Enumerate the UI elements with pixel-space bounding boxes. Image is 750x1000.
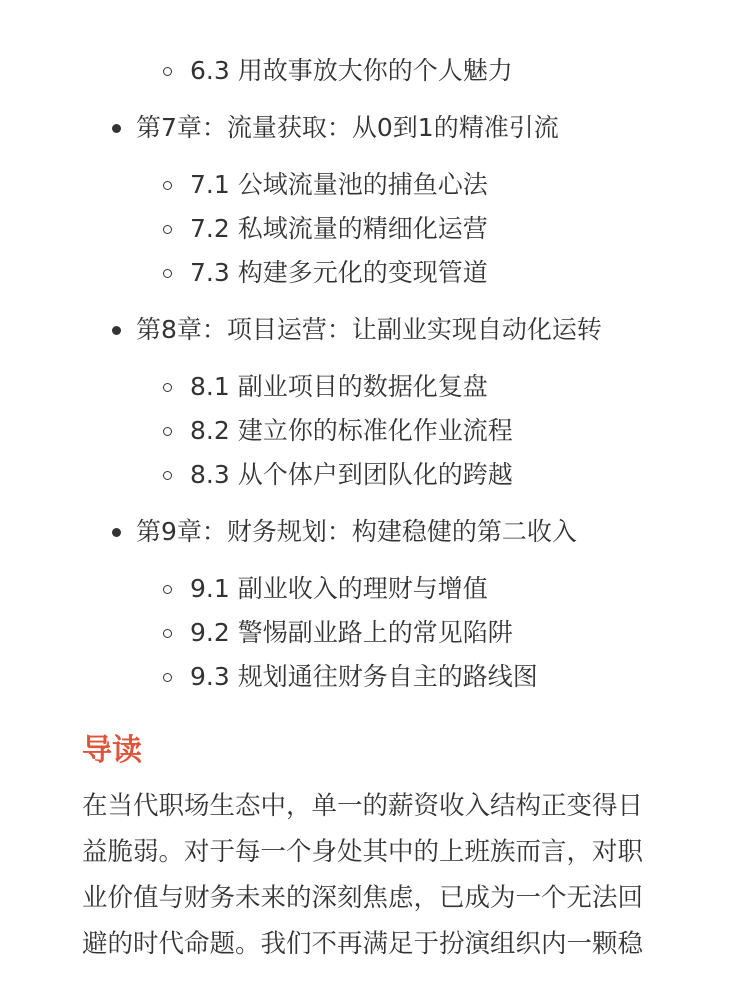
circle-bullet-icon (163, 427, 172, 436)
toc-section-7-3[interactable]: 7.3 构建多元化的变现管道 (190, 258, 488, 287)
circle-bullet-icon (163, 269, 172, 278)
circle-bullet-icon (163, 471, 172, 480)
toc-section-8-3[interactable]: 8.3 从个体户到团队化的跨越 (190, 460, 513, 489)
toc-section-7-1[interactable]: 7.1 公域流量池的捕鱼心法 (190, 170, 488, 199)
circle-bullet-icon (163, 673, 172, 682)
intro-line-2: 益脆弱。对于每一个身处其中的上班族而言，对职 (82, 837, 644, 867)
toc-section-9-1[interactable]: 9.1 副业收入的理财与增值 (190, 574, 488, 603)
toc-section-6-3[interactable]: 6.3 用故事放大你的个人魅力 (190, 56, 513, 85)
toc-chapter-8[interactable]: 第8章：项目运营：让副业实现自动化运转 (136, 315, 602, 344)
toc-chapter-7[interactable]: 第7章：流量获取：从0到1的精准引流 (136, 113, 559, 142)
toc-section-9-2[interactable]: 9.2 警惕副业路上的常见陷阱 (190, 618, 513, 647)
disc-bullet-icon (112, 124, 121, 133)
circle-bullet-icon (163, 181, 172, 190)
circle-bullet-icon (163, 383, 172, 392)
intro-line-1: 在当代职场生态中，单一的薪资收入结构正变得日 (82, 791, 644, 821)
toc-section-7-2[interactable]: 7.2 私域流量的精细化运营 (190, 214, 488, 243)
intro-heading: 导读 (82, 733, 142, 768)
toc-section-9-3[interactable]: 9.3 规划通往财务自主的路线图 (190, 662, 538, 691)
disc-bullet-icon (112, 528, 121, 537)
intro-line-4: 避的时代命题。我们不再满足于扮演组织内一颗稳 (82, 929, 644, 959)
intro-line-3: 业价值与财务未来的深刻焦虑，已成为一个无法回 (82, 883, 644, 913)
toc-section-8-1[interactable]: 8.1 副业项目的数据化复盘 (190, 372, 488, 401)
circle-bullet-icon (163, 629, 172, 638)
disc-bullet-icon (112, 326, 121, 335)
circle-bullet-icon (163, 225, 172, 234)
toc-section-8-2[interactable]: 8.2 建立你的标准化作业流程 (190, 416, 513, 445)
circle-bullet-icon (163, 67, 172, 76)
circle-bullet-icon (163, 585, 172, 594)
toc-chapter-9[interactable]: 第9章：财务规划：构建稳健的第二收入 (136, 517, 577, 546)
